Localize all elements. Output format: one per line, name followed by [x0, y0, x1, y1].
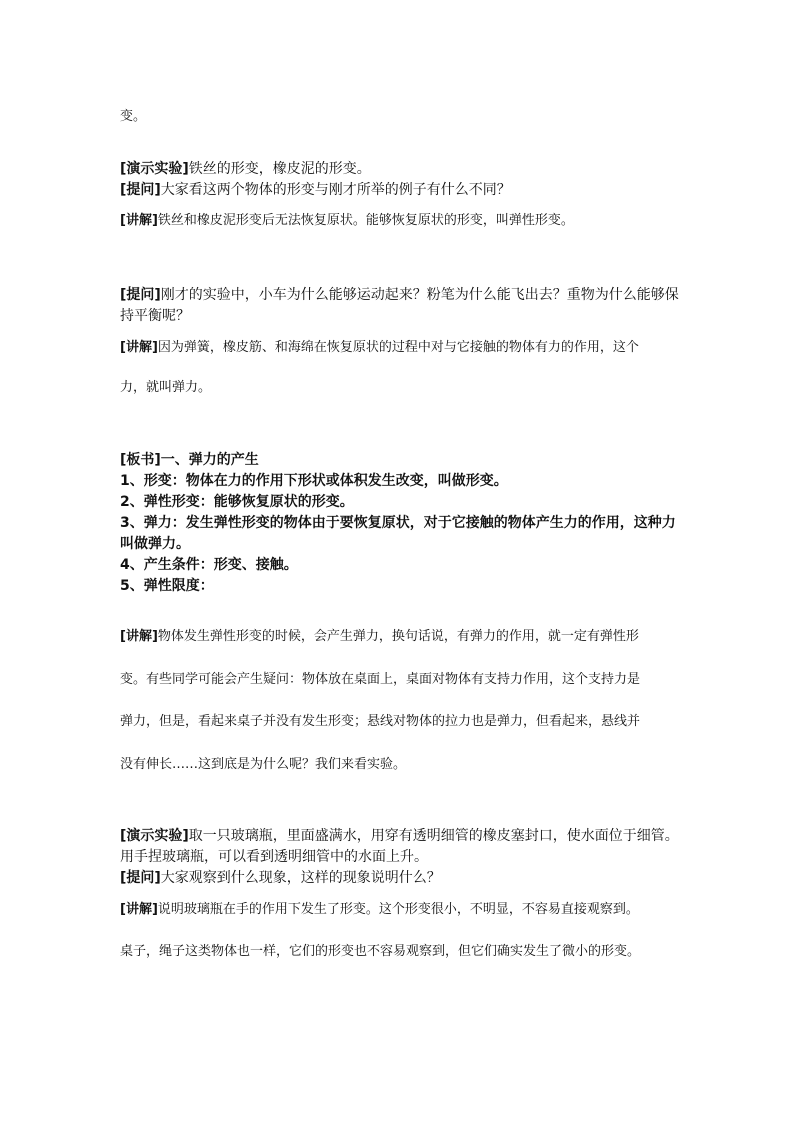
demo-tag: [演示实验]	[120, 161, 189, 177]
paragraph-text: 桌子，绳子这类物体也一样，它们的形变也不容易观察到，但它们确实发生了微小的形变。	[120, 944, 641, 959]
board-item-text: 5、弹性限度：	[120, 578, 214, 594]
board-heading-text: 一、弹力的产生	[160, 452, 259, 468]
paragraph-text: 没有伸长……这到底是为什么呢？我们来看实验。	[120, 757, 407, 772]
explanation-tag: [讲解]	[120, 213, 158, 228]
paragraph-line	[120, 379, 211, 397]
paragraph-text: 变。	[120, 109, 147, 124]
board-item-text: 叫做弹力。	[120, 536, 190, 552]
question-tag: [提问]	[120, 182, 161, 198]
board-item	[120, 514, 676, 532]
demo-experiment-paragraph	[120, 827, 679, 845]
explanation-paragraph	[120, 628, 639, 646]
question-tag: [提问]	[120, 287, 161, 303]
board-item-continuation	[120, 535, 190, 553]
paragraph-text: 力，就叫弹力。	[120, 380, 212, 395]
board-item-text: 4、产生条件：形变、接触。	[120, 557, 298, 573]
board-item	[120, 577, 214, 595]
board-item-text: 3、弹力：发生弹性形变的物体由于要恢复原状，对于它接触的物体产生力的作用，这种力	[120, 515, 676, 531]
explanation-tag: [讲解]	[120, 340, 158, 355]
question-paragraph	[120, 286, 679, 304]
board-heading	[120, 451, 259, 469]
paragraph-text: 持平衡呢？	[120, 308, 190, 324]
paragraph-line	[120, 756, 406, 774]
paragraph-text: 铁丝的形变，橡皮泥的形变。	[188, 161, 371, 177]
paragraph-line	[120, 307, 190, 325]
explanation-paragraph	[120, 901, 639, 919]
board-item	[120, 493, 354, 511]
paragraph-text: 用手捏玻璃瓶，可以看到透明细管中的水面上升。	[120, 849, 428, 865]
paragraph-text: 铁丝和橡皮泥形变后无法恢复原状。能够恢复原状的形变，叫弹性形变。	[157, 213, 574, 228]
board-item-text: 1、形变：物体在力的作用下形状或体积发生改变，叫做形变。	[120, 473, 508, 489]
explanation-paragraph	[120, 212, 574, 230]
paragraph-line	[120, 713, 640, 731]
question-tag: [提问]	[120, 870, 161, 886]
explanation-tag: [讲解]	[120, 902, 158, 917]
board-item	[120, 556, 298, 574]
explanation-tag: [讲解]	[120, 629, 158, 644]
paragraph-text: 大家看这两个物体的形变与刚才所举的例子有什么不同？	[160, 182, 511, 198]
board-tag: [板书]	[120, 452, 161, 468]
paragraph-text: 因为弹簧，橡皮筋、和海绵在恢复原状的过程中对与它接触的物体有力的作用，这个	[157, 340, 639, 355]
question-paragraph	[120, 869, 441, 887]
paragraph-text: 变。有些同学可能会产生疑问：物体放在桌面上，桌面对物体有支持力作用，这个支持力是	[120, 672, 641, 687]
paragraph-line	[120, 671, 640, 689]
paragraph-text: 物体发生弹性形变的时候，会产生弹力，换句话说，有弹力的作用，就一定有弹性形	[157, 629, 639, 644]
demo-experiment-paragraph	[120, 160, 371, 178]
paragraph-text: 刚才的实验中，小车为什么能够运动起来？粉笔为什么能飞出去？重物为什么能够保	[160, 287, 679, 303]
paragraph-continuation	[120, 108, 146, 126]
paragraph-text: 大家观察到什么现象，这样的现象说明什么？	[160, 870, 441, 886]
paragraph-line	[120, 848, 428, 866]
paragraph-text: 弹力，但是，看起来桌子并没有发生形变；悬线对物体的拉力也是弹力，但看起来，悬线并	[120, 714, 641, 729]
explanation-paragraph	[120, 339, 639, 357]
paragraph-text: 取一只玻璃瓶，里面盛满水，用穿有透明细管的橡皮塞封口，使水面位于细管。	[188, 828, 679, 844]
paragraph-text: 说明玻璃瓶在手的作用下发生了形变。这个形变很小，不明显，不容易直接观察到。	[157, 902, 639, 917]
board-item	[120, 472, 508, 490]
paragraph-line	[120, 943, 640, 961]
question-paragraph	[120, 181, 511, 199]
demo-tag: [演示实验]	[120, 828, 189, 844]
board-item-text: 2、弹性形变：能够恢复原状的形变。	[120, 494, 354, 510]
